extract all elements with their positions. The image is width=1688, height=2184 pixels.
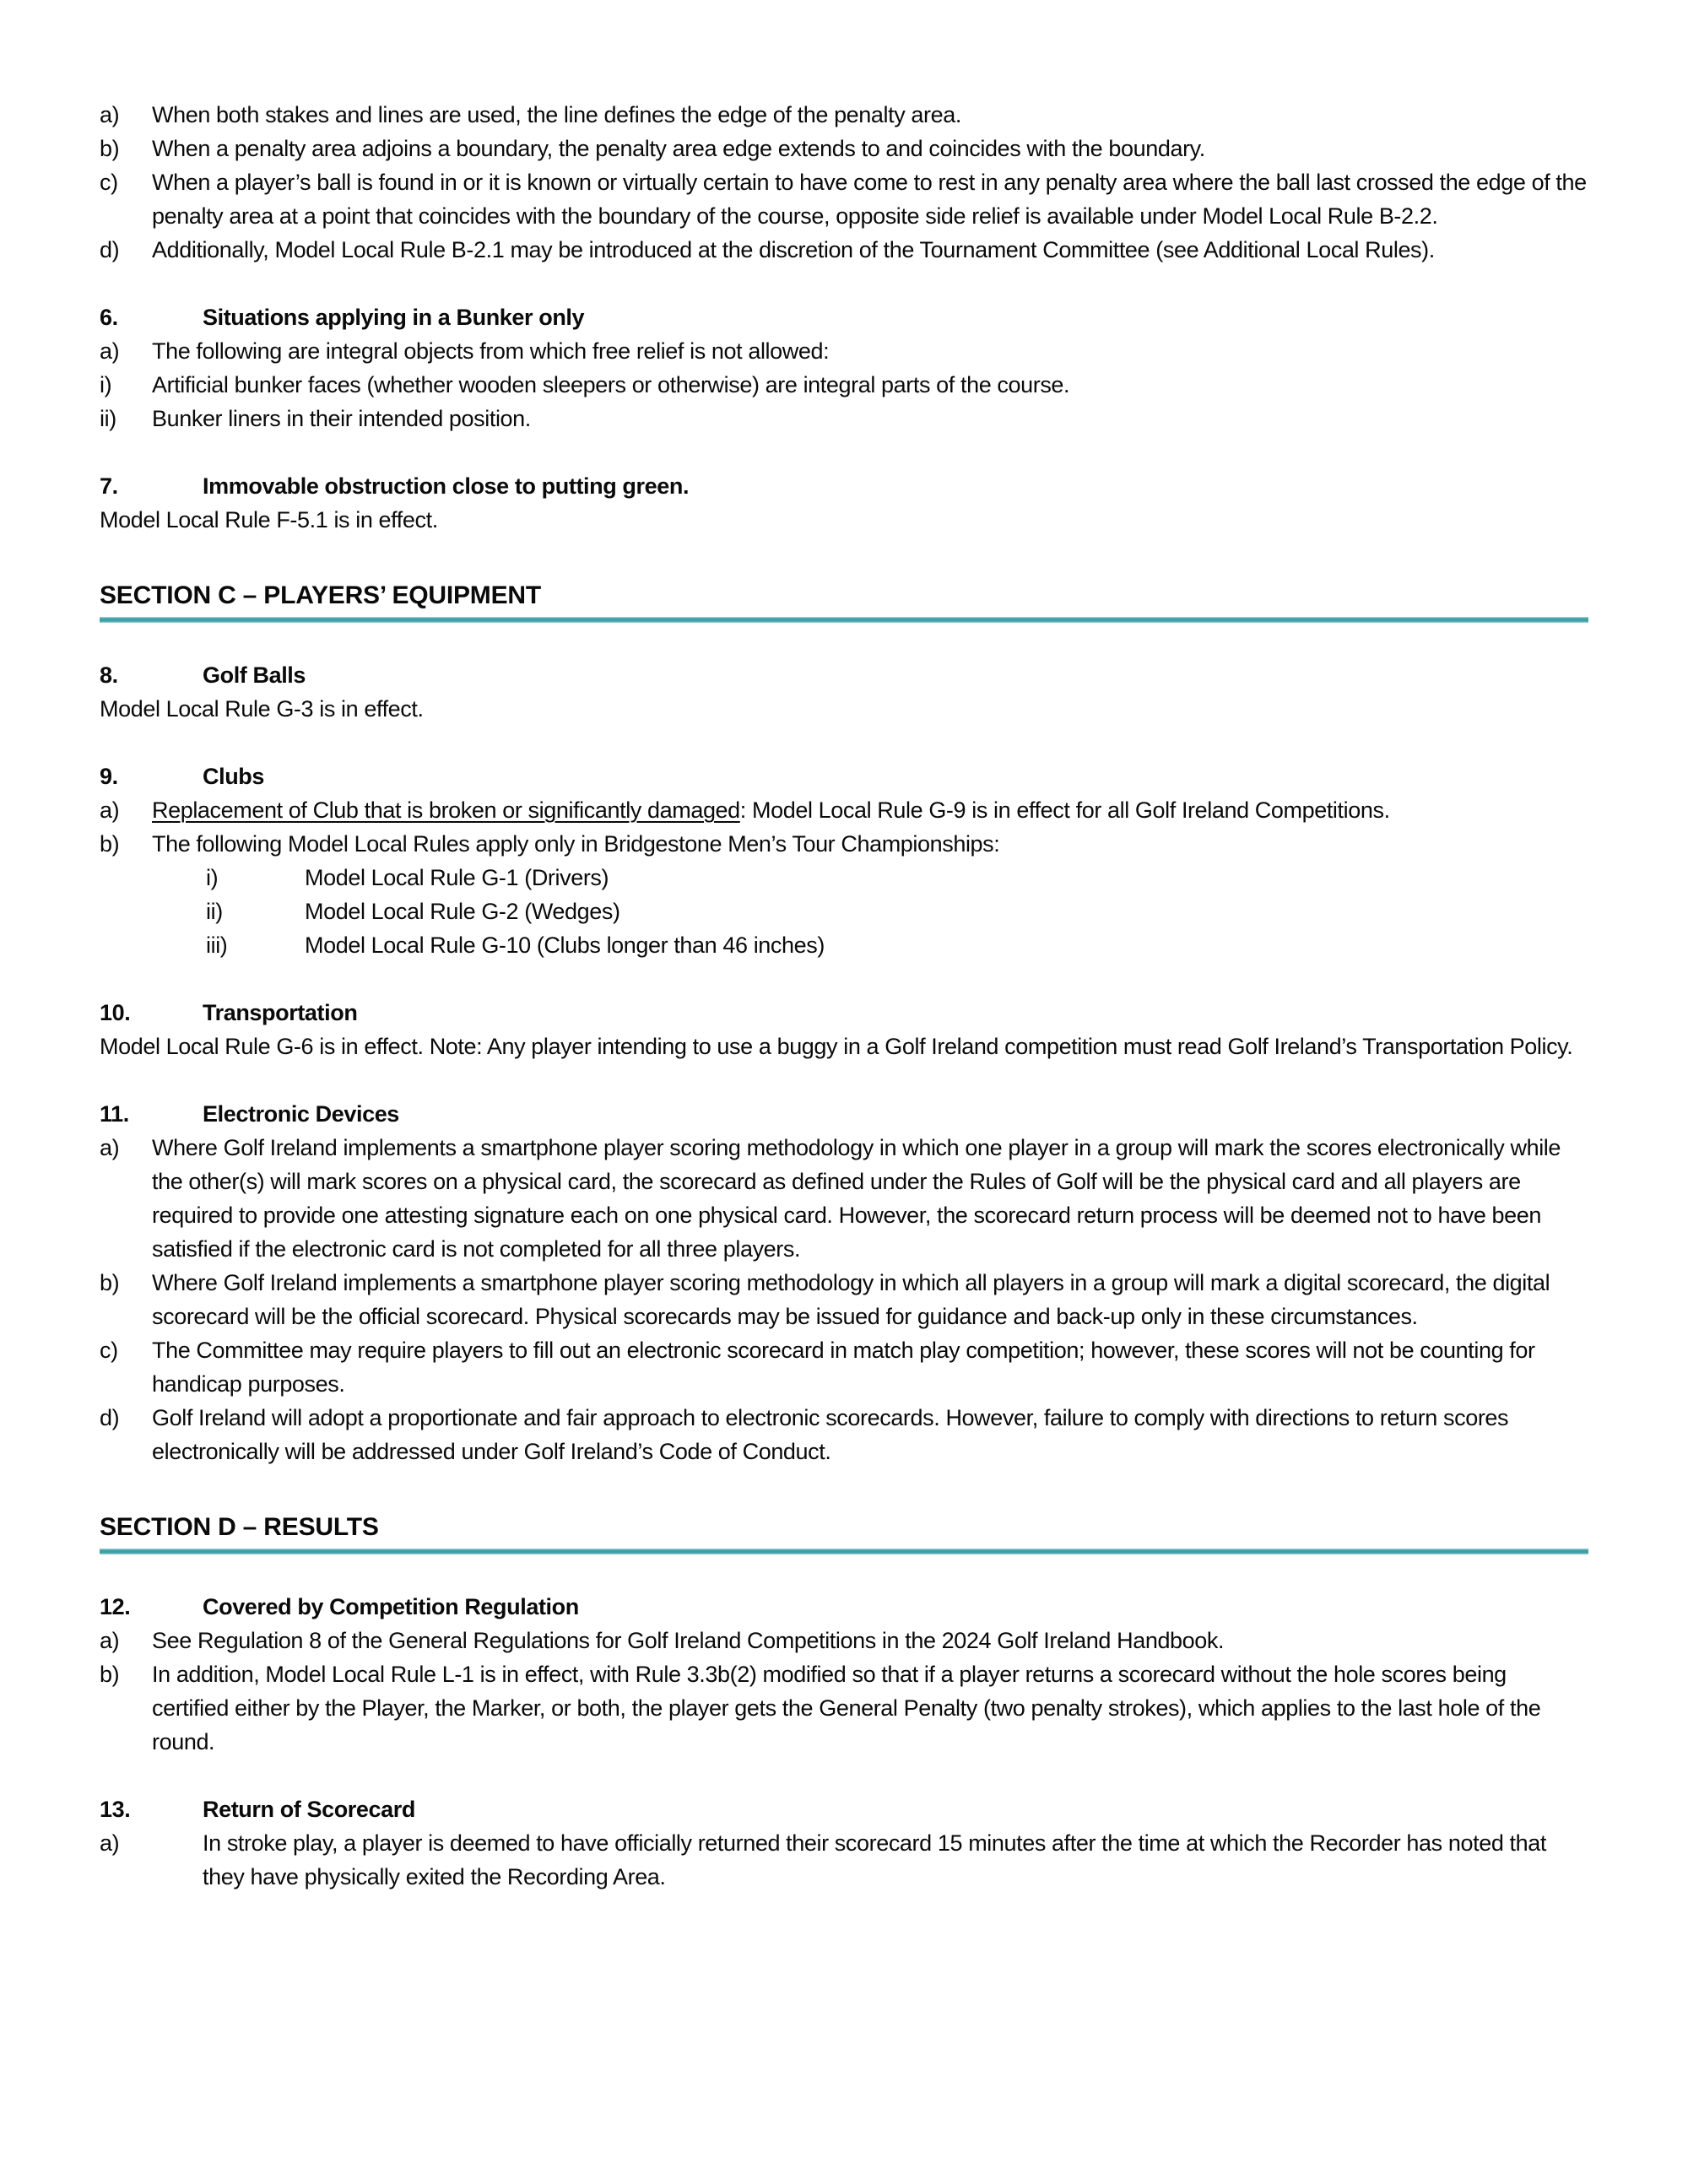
list-item-text bbox=[152, 1624, 1588, 1657]
list-item-text bbox=[152, 1401, 1588, 1468]
text-segment: The following are integral objects from which free relief is not allowed: bbox=[152, 338, 830, 364]
text-segment: The Committee may require players to fill out an electronic scorecard in match play competition; however, these scores will not be counting for handicap purposes. bbox=[152, 1338, 1535, 1397]
list-item-text bbox=[152, 98, 1588, 132]
list-item-text bbox=[152, 368, 1588, 402]
rule-heading bbox=[100, 1792, 1588, 1826]
list-item-label: b) bbox=[100, 1270, 120, 1295]
list-item-text bbox=[152, 132, 1588, 165]
list-item bbox=[100, 895, 1588, 928]
list bbox=[100, 98, 1588, 267]
heading-title: Return of Scorecard bbox=[203, 1797, 415, 1822]
heading-title: Situations applying in a Bunker only bbox=[203, 305, 585, 330]
section-header bbox=[100, 579, 1588, 623]
heading-number: 12. bbox=[100, 1594, 131, 1619]
list-item bbox=[100, 1826, 1588, 1894]
list bbox=[100, 1624, 1588, 1759]
rule-heading bbox=[100, 760, 1588, 793]
list-item-label: a) bbox=[100, 797, 120, 823]
list-item bbox=[100, 233, 1588, 267]
list bbox=[100, 1826, 1588, 1894]
text-segment: : Model Local Rule G-9 is in effect for all Golf Ireland Competitions. bbox=[739, 797, 1390, 823]
list-item bbox=[100, 165, 1588, 233]
list-item-label: a) bbox=[100, 102, 120, 127]
text-segment: Artificial bunker faces (whether wooden sleepers or otherwise) are integral parts of the course. bbox=[152, 372, 1070, 397]
list-item bbox=[100, 1401, 1588, 1468]
section-title: SECTION C – PLAYERS’ EQUIPMENT bbox=[100, 581, 541, 609]
rule-heading bbox=[100, 1097, 1588, 1131]
list-item-text bbox=[305, 895, 1588, 928]
list-item bbox=[100, 793, 1588, 827]
heading-title: Transportation bbox=[203, 1000, 358, 1025]
heading-number: 10. bbox=[100, 1000, 131, 1025]
paragraph: Model Local Rule F-5.1 is in effect. bbox=[100, 507, 438, 532]
list bbox=[100, 793, 1588, 962]
list-item-label: c) bbox=[100, 1338, 118, 1363]
list-item bbox=[100, 827, 1588, 861]
heading-title: Golf Balls bbox=[203, 662, 306, 688]
heading-number: 11. bbox=[100, 1101, 129, 1127]
text-segment: In addition, Model Local Rule L-1 is in effect, with Rule 3.3b(2) modified so that if a player returns a scorecard without the hole scores being certified either by the Player, the Marker, or both, the player gets the General Penalty (two penalty strokes), which applies to the last hole of the round. bbox=[152, 1662, 1541, 1754]
section-underline bbox=[100, 1549, 1588, 1554]
text-segment: The following Model Local Rules apply only in Bridgestone Men’s Tour Championships: bbox=[152, 831, 1000, 857]
list-item-text bbox=[152, 1131, 1588, 1266]
rule-heading bbox=[100, 300, 1588, 334]
list-item-label: d) bbox=[100, 1405, 120, 1430]
list-item-text bbox=[152, 334, 1588, 368]
list-item-label: ii) bbox=[100, 406, 116, 431]
list-item bbox=[100, 334, 1588, 368]
list-item bbox=[100, 1333, 1588, 1401]
text-segment: Where Golf Ireland implements a smartphone player scoring methodology in which one player in a group will mark the scores electronically while the other(s) will mark scores on a physical card, the scorecard as defined under the Rules of Golf will be the physical card and all players are required to provide one attesting signature each on one physical card. However, the scorecard return process will be deemed not to have been satisfied if the electronic card is not completed for all three players. bbox=[152, 1135, 1561, 1262]
rule-heading bbox=[100, 469, 1588, 503]
rule-heading bbox=[100, 1590, 1588, 1624]
heading-title: Covered by Competition Regulation bbox=[203, 1594, 579, 1619]
list-item bbox=[100, 928, 1588, 962]
list-item-label: iii) bbox=[206, 933, 228, 958]
list-item-text bbox=[152, 1266, 1588, 1333]
list-item bbox=[100, 402, 1588, 435]
heading-title: Immovable obstruction close to putting green. bbox=[203, 473, 690, 499]
text-segment: Where Golf Ireland implements a smartphone player scoring methodology in which all players in a group will mark a digital scorecard, the digital scorecard will be the official scorecard. Physical scorecards may be issued for guidance and back-up only in these circumstances. bbox=[152, 1270, 1550, 1329]
text-segment: Bunker liners in their intended position. bbox=[152, 406, 531, 431]
list-item bbox=[100, 132, 1588, 165]
text-segment: When both stakes and lines are used, the line defines the edge of the penalty area. bbox=[152, 102, 961, 127]
list-item-label: i) bbox=[206, 865, 219, 890]
list-item-label: b) bbox=[100, 1662, 120, 1687]
list-item bbox=[100, 1131, 1588, 1266]
text-segment: See Regulation 8 of the General Regulations for Golf Ireland Competitions in the 2024 Golf Ireland Handbook. bbox=[152, 1628, 1225, 1653]
text-segment: Model Local Rule G-10 (Clubs longer than 46 inches) bbox=[305, 933, 825, 958]
text-segment: Golf Ireland will adopt a proportionate and fair approach to electronic scorecards. However, failure to comply with directions to return scores electronically will be addressed under Golf Ireland’s Code of Conduct. bbox=[152, 1405, 1509, 1464]
heading-number: 7. bbox=[100, 473, 118, 499]
list-item-label: a) bbox=[100, 338, 120, 364]
text-segment: Model Local Rule G-2 (Wedges) bbox=[305, 899, 620, 924]
rule-heading bbox=[100, 996, 1588, 1030]
list-item-text bbox=[152, 1657, 1588, 1759]
text-segment: When a penalty area adjoins a boundary, the penalty area edge extends to and coincides with the boundary. bbox=[152, 136, 1205, 161]
heading-title: Clubs bbox=[203, 764, 265, 789]
list bbox=[100, 334, 1588, 435]
heading-number: 8. bbox=[100, 662, 118, 688]
text-segment: When a player’s ball is found in or it is known or virtually certain to have come to rest in any penalty area where the ball last crossed the edge of the penalty area at a point that coincides with the boundary of the course, opposite side relief is available under Model Local Rule B-2.2. bbox=[152, 170, 1587, 229]
list-item-label: d) bbox=[100, 237, 120, 262]
list-item-label: ii) bbox=[206, 899, 223, 924]
list-item-text bbox=[152, 402, 1588, 435]
list-item bbox=[100, 1266, 1588, 1333]
heading-title: Electronic Devices bbox=[203, 1101, 399, 1127]
list-item bbox=[100, 1624, 1588, 1657]
section-underline bbox=[100, 617, 1588, 623]
list-item-text bbox=[305, 928, 1588, 962]
text-segment: Replacement of Club that is broken or significantly damaged bbox=[152, 797, 740, 823]
list-item bbox=[100, 1657, 1588, 1759]
heading-number: 13. bbox=[100, 1797, 131, 1822]
list-item-text bbox=[152, 793, 1588, 827]
section-title: SECTION D – RESULTS bbox=[100, 1513, 379, 1541]
text-segment: Additionally, Model Local Rule B-2.1 may be introduced at the discretion of the Tournament Committee (see Additional Local Rules). bbox=[152, 237, 1435, 262]
list bbox=[100, 1131, 1588, 1468]
paragraph: Model Local Rule G-6 is in effect. Note: Any player intending to use a buggy in a Golf Ireland competition must read Golf Ireland’s Transportation Policy. bbox=[100, 1034, 1573, 1059]
list-item-text bbox=[152, 827, 1588, 861]
heading-number: 9. bbox=[100, 764, 118, 789]
list-item bbox=[100, 368, 1588, 402]
list-item bbox=[100, 98, 1588, 132]
list-item bbox=[100, 861, 1588, 895]
list-item-label: b) bbox=[100, 136, 120, 161]
list-item-label: a) bbox=[100, 1830, 120, 1856]
list-item-text bbox=[152, 1333, 1588, 1401]
list-item-label: i) bbox=[100, 372, 112, 397]
heading-number: 6. bbox=[100, 305, 118, 330]
paragraph: Model Local Rule G-3 is in effect. bbox=[100, 696, 424, 722]
list-item-label: c) bbox=[100, 170, 118, 195]
text-segment: Model Local Rule G-1 (Drivers) bbox=[305, 865, 609, 890]
section-header bbox=[100, 1511, 1588, 1554]
list-item-text bbox=[152, 165, 1588, 233]
rule-heading bbox=[100, 658, 1588, 692]
list-item-label: b) bbox=[100, 831, 120, 857]
list-item-text bbox=[305, 861, 1588, 895]
list-item-text bbox=[203, 1826, 1588, 1894]
text-segment: In stroke play, a player is deemed to have officially returned their scorecard 15 minutes after the time at which the Recorder has noted that they have physically exited the Recording Area. bbox=[203, 1830, 1546, 1889]
list-item-label: a) bbox=[100, 1135, 120, 1160]
list-item-label: a) bbox=[100, 1628, 120, 1653]
list-item-text bbox=[152, 233, 1588, 267]
